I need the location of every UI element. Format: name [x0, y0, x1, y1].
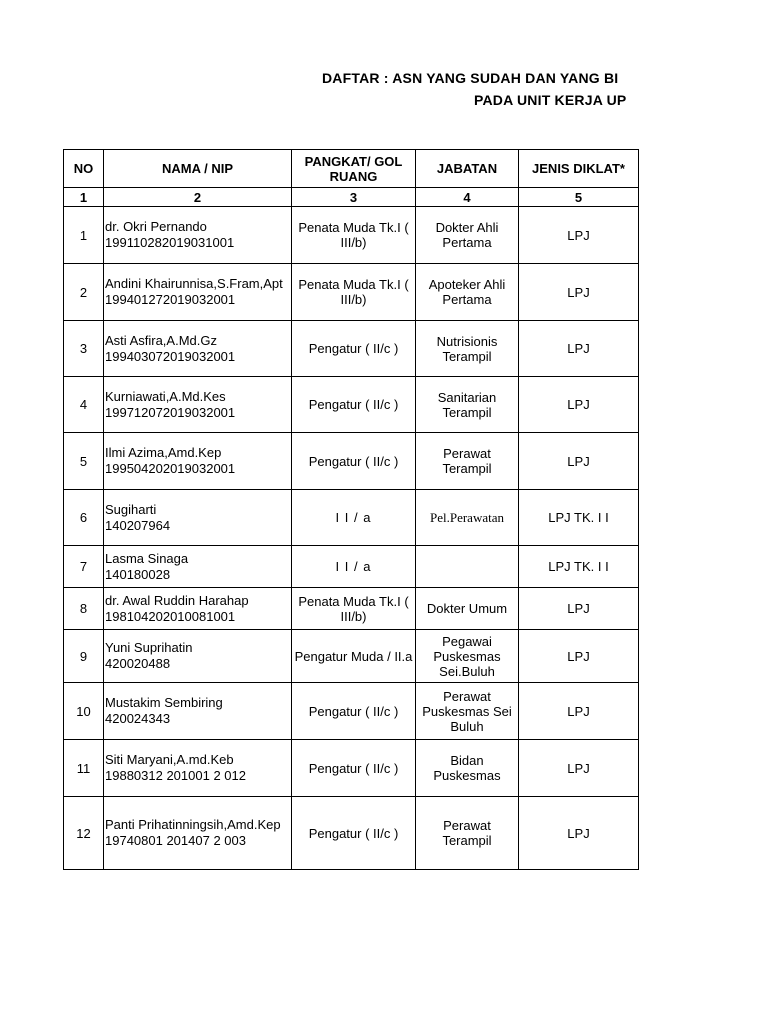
table-row: [64, 377, 639, 433]
row-number: 5: [64, 433, 104, 490]
employee-jabatan: Sanitarian Terampil: [416, 377, 519, 433]
employee-name: Andini Khairunnisa,S.Fram,Apt: [105, 276, 283, 291]
employee-nip: 19740801 201407 2 003: [105, 833, 246, 848]
row-number: 9: [64, 630, 104, 683]
column-number: 2: [104, 188, 292, 207]
employee-jabatan: Dokter Umum: [416, 588, 519, 630]
employee-name: Ilmi Azima,Amd.Kep: [105, 445, 222, 460]
employee-name: Mustakim Sembiring: [105, 695, 223, 710]
table-row: [64, 264, 639, 321]
employee-name-nip: [104, 490, 292, 546]
employee-name-nip: [104, 321, 292, 377]
employee-pangkat: Pengatur ( II/c ): [292, 683, 416, 740]
table-header-row: [64, 150, 639, 188]
employee-name-nip: [104, 264, 292, 321]
employee-name: Panti Prihatinningsih,Amd.Kep: [105, 817, 281, 832]
document-title-line-2: PADA UNIT KERJA UP: [474, 92, 627, 108]
employee-nip: 198104202010081001: [105, 608, 236, 624]
employee-nip: 420024343: [105, 711, 171, 726]
employee-diklat: LPJ: [519, 797, 639, 870]
employee-diklat: LPJ: [519, 683, 639, 740]
row-number: 12: [64, 797, 104, 870]
column-number: 5: [519, 188, 639, 207]
column-number: 4: [416, 188, 519, 207]
employee-name-nip: [104, 588, 292, 630]
employee-name: dr. Okri Pernando: [105, 219, 207, 234]
employee-pangkat: Pengatur ( II/c ): [292, 321, 416, 377]
table-row: [64, 588, 639, 630]
row-number: 1: [64, 207, 104, 264]
employee-name: Siti Maryani,A.md.Keb: [105, 752, 234, 767]
employee-diklat: LPJ TK. I I: [519, 546, 639, 588]
employee-jabatan: Dokter Ahli Pertama: [416, 207, 519, 264]
employee-name-nip: [104, 546, 292, 588]
header-jabatan: JABATAN: [416, 150, 519, 188]
employee-pangkat: Pengatur ( II/c ): [292, 797, 416, 870]
table-row: [64, 630, 639, 683]
employee-jabatan: Apoteker Ahli Pertama: [416, 264, 519, 321]
employee-diklat: LPJ: [519, 740, 639, 797]
table-row: [64, 546, 639, 588]
employee-name-nip: [104, 740, 292, 797]
employee-name-nip: [104, 683, 292, 740]
row-number: 10: [64, 683, 104, 740]
employee-jabatan: Nutrisionis Terampil: [416, 321, 519, 377]
employee-pangkat: Penata Muda Tk.I ( III/b): [292, 264, 416, 321]
employee-pangkat: Pengatur Muda / II.a: [292, 630, 416, 683]
table-row: [64, 207, 639, 264]
employee-pangkat: Penata Muda Tk.I ( III/b): [292, 588, 416, 630]
employee-jabatan: [416, 546, 519, 588]
employee-name: Sugiharti: [105, 501, 157, 517]
employee-diklat: LPJ: [519, 433, 639, 490]
employee-pangkat: Pengatur ( II/c ): [292, 740, 416, 797]
employee-nip: 140180028: [105, 566, 171, 582]
row-number: 8: [64, 588, 104, 630]
employee-jabatan: Perawat Puskesmas Sei Buluh: [416, 683, 519, 740]
employee-diklat: LPJ: [519, 264, 639, 321]
employee-jabatan: Pel.Perawatan: [416, 490, 519, 546]
employee-name-nip: [104, 630, 292, 683]
employee-diklat: LPJ: [519, 377, 639, 433]
document-title-line-1: DAFTAR : ASN YANG SUDAH DAN YANG BI: [322, 70, 619, 86]
row-number: 4: [64, 377, 104, 433]
employee-name-nip: [104, 207, 292, 264]
table-row: [64, 797, 639, 870]
employee-pangkat: Pengatur ( II/c ): [292, 433, 416, 490]
employee-nip: 199712072019032001: [105, 404, 236, 420]
header-pangkat: PANGKAT/ GOL RUANG: [292, 150, 416, 188]
employee-nip: 199401272019032001: [105, 292, 236, 307]
employee-pangkat: Pengatur ( II/c ): [292, 377, 416, 433]
table-row: [64, 490, 639, 546]
employee-pangkat: I I / a: [292, 490, 416, 546]
employee-diklat: LPJ: [519, 588, 639, 630]
employee-name-nip: [104, 377, 292, 433]
employee-table: [63, 149, 639, 870]
employee-name: Lasma Sinaga: [105, 550, 189, 566]
employee-jabatan: Perawat Terampil: [416, 797, 519, 870]
employee-jabatan: Perawat Terampil: [416, 433, 519, 490]
employee-nip: 199403072019032001: [105, 348, 236, 364]
employee-name: Yuni Suprihatin: [105, 640, 193, 655]
employee-nip: 420020488: [105, 656, 171, 671]
employee-nip: 199110282019031001: [105, 235, 235, 250]
header-jenis-diklat: JENIS DIKLAT*: [519, 150, 639, 188]
row-number: 3: [64, 321, 104, 377]
employee-pangkat: Penata Muda Tk.I ( III/b): [292, 207, 416, 264]
employee-nip: 140207964: [105, 517, 171, 533]
employee-pangkat: I I / a: [292, 546, 416, 588]
row-number: 11: [64, 740, 104, 797]
column-number-row: [64, 188, 639, 207]
table-row: [64, 433, 639, 490]
table-row: [64, 740, 639, 797]
employee-diklat: LPJ: [519, 321, 639, 377]
row-number: 6: [64, 490, 104, 546]
column-number: 3: [292, 188, 416, 207]
employee-name: Asti Asfira,A.Md.Gz: [105, 332, 217, 348]
header-nama-nip: NAMA / NIP: [104, 150, 292, 188]
column-number: 1: [64, 188, 104, 207]
employee-name-nip: [104, 797, 292, 870]
table-row: [64, 683, 639, 740]
employee-jabatan: Pegawai Puskesmas Sei.Buluh: [416, 630, 519, 683]
employee-jabatan: Bidan Puskesmas: [416, 740, 519, 797]
employee-diklat: LPJ: [519, 630, 639, 683]
row-number: 7: [64, 546, 104, 588]
employee-name-nip: [104, 433, 292, 490]
row-number: 2: [64, 264, 104, 321]
table-row: [64, 321, 639, 377]
employee-diklat: LPJ: [519, 207, 639, 264]
employee-nip: 199504202019032001: [105, 461, 236, 476]
employee-name: dr. Awal Ruddin Harahap: [105, 592, 249, 608]
employee-diklat: LPJ TK. I I: [519, 490, 639, 546]
employee-name: Kurniawati,A.Md.Kes: [105, 388, 226, 404]
employee-nip: 19880312 201001 2 012: [105, 768, 246, 783]
header-no: NO: [64, 150, 104, 188]
